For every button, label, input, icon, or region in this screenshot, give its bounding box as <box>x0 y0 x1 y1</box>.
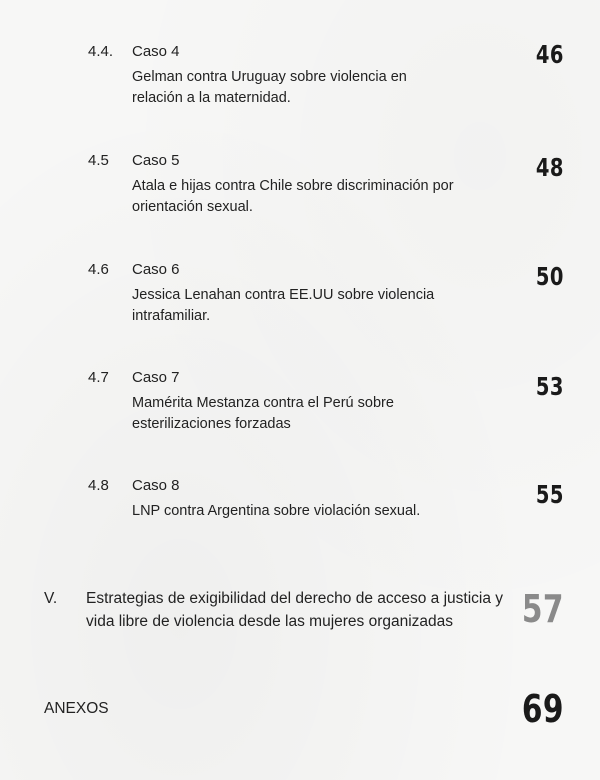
entry-heading: Caso 7 <box>132 369 180 386</box>
entry-page-number: 50 <box>536 262 564 291</box>
entry-page-number: 46 <box>536 40 564 69</box>
entry-description: Atala e hijas contra Chile sobre discriminación por orientación sexual. <box>132 178 454 215</box>
annex-label: ANEXOS <box>44 700 109 717</box>
entry-heading: Caso 6 <box>132 261 180 278</box>
entry-heading: Caso 8 <box>132 477 180 494</box>
entry-page-number: 53 <box>536 372 564 401</box>
chapter-title: Estrategias de exigibilidad del derecho de acceso a justicia y vida libre de violencia desde las mujeres organizadas <box>86 590 504 630</box>
annex-page-number: 69 <box>521 687 564 731</box>
entry-description: Jessica Lenahan contra EE.UU sobre violencia intrafamiliar. <box>132 287 435 324</box>
entry-heading: Caso 5 <box>132 152 180 169</box>
entry-number: 4.4. <box>88 43 114 60</box>
entry-number: 4.7 <box>88 369 109 386</box>
chapter-page-number: 57 <box>521 587 564 631</box>
chapter-roman-numeral: V. <box>44 590 58 607</box>
entry-description: LNP contra Argentina sobre violación sexual. <box>132 503 421 519</box>
entry-page-number: 48 <box>536 153 564 182</box>
entry-number: 4.5 <box>88 152 109 169</box>
entry-page-number: 55 <box>536 480 564 509</box>
entry-description: Gelman contra Uruguay sobre violencia en relación a la maternidad. <box>132 69 407 106</box>
entry-number: 4.8 <box>88 477 109 494</box>
entry-description: Mamérita Mestanza contra el Perú sobre esterilizaciones forzadas <box>132 395 394 432</box>
entry-heading: Caso 4 <box>132 43 180 60</box>
entry-number: 4.6 <box>88 261 109 278</box>
